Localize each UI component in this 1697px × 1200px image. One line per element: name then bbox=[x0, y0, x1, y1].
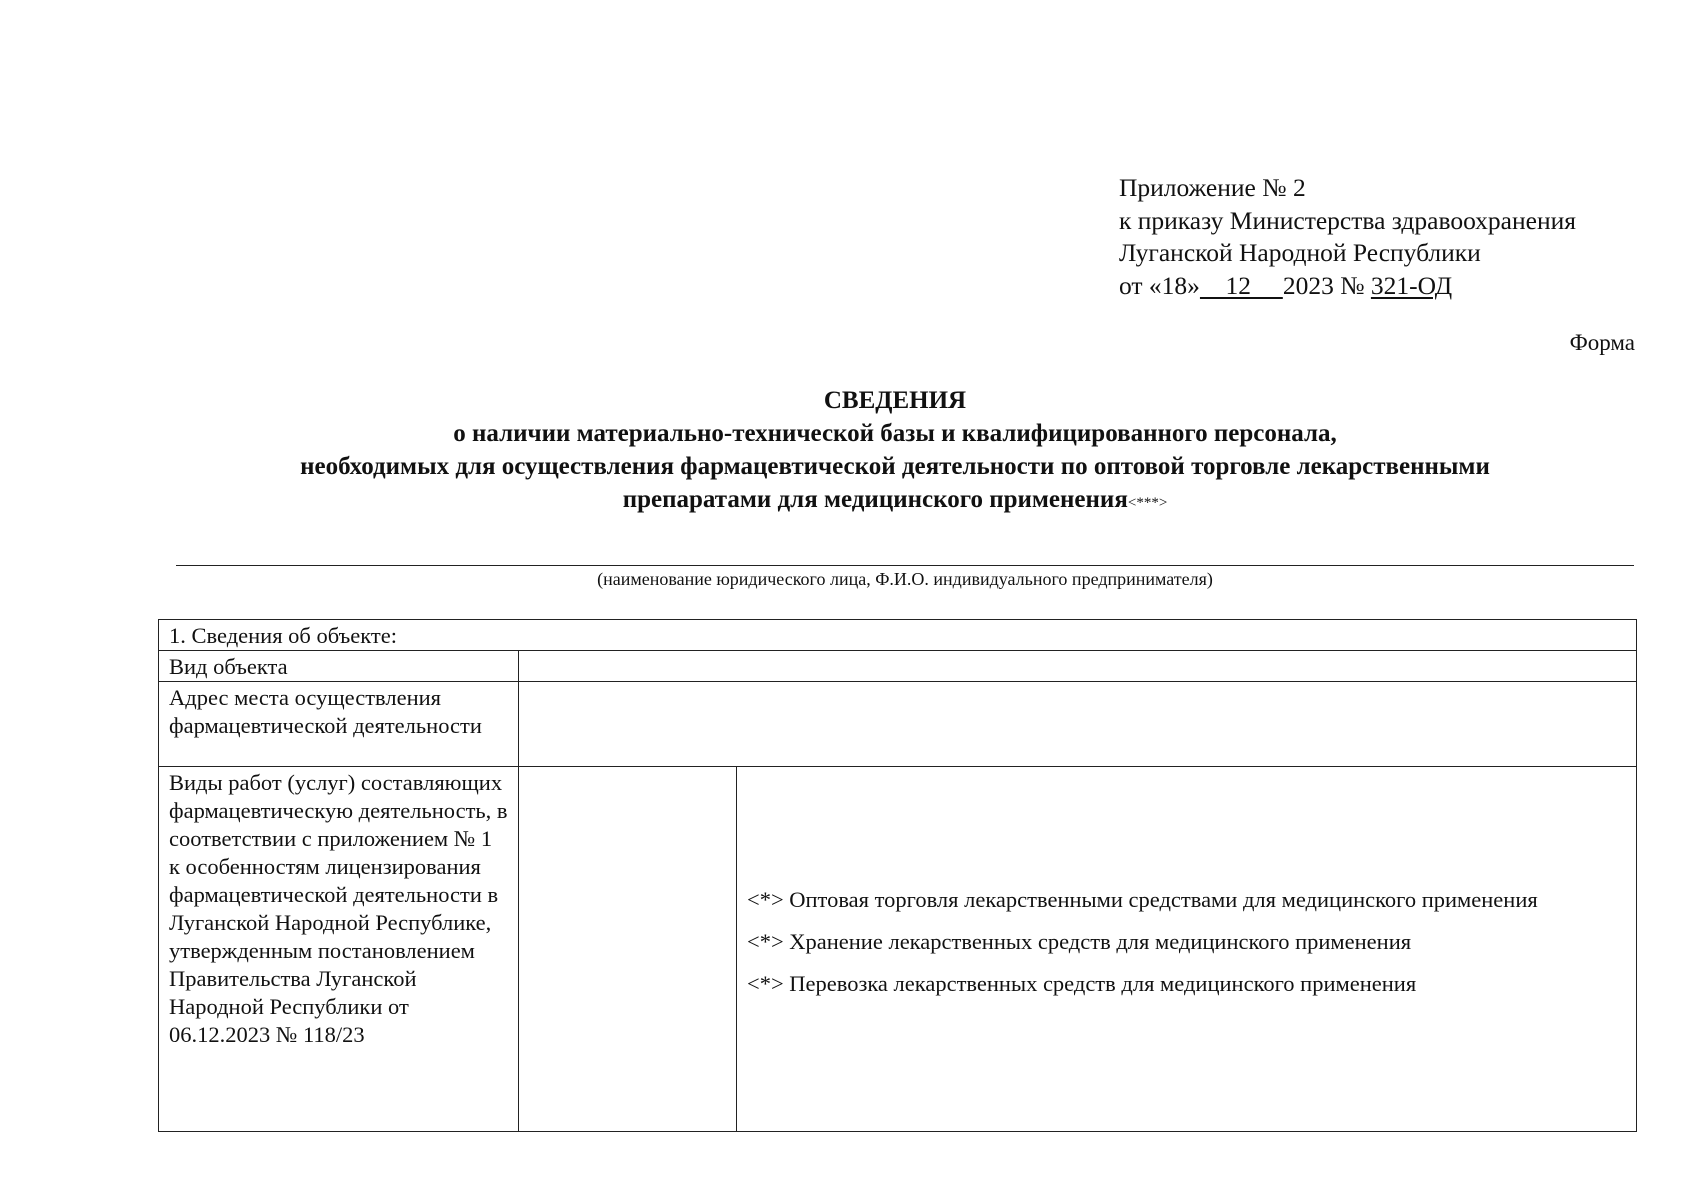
date-year-number: 2023 № bbox=[1282, 270, 1371, 300]
document-title bbox=[150, 384, 1640, 520]
title-footnote: <***> bbox=[1127, 495, 1168, 511]
works-options-list bbox=[747, 886, 1626, 998]
appendix-line-3: Луганской Народной Республики bbox=[1119, 238, 1481, 267]
order-number: 321-ОД bbox=[1370, 270, 1453, 300]
table-row bbox=[159, 767, 1637, 1132]
option-transport[interactable]: <*> Перевозка лекарственных средств для медицинского применения bbox=[747, 971, 1417, 996]
works-label: Виды работ (услуг) составляющих фармацевтическую деятельность, в соответствии с приложением № 1 к особенностям лицензирования фармацевтической деятельности в Луганской Народной Республике, утвержденным постановлением Правительства Луганской Народной Республики от 06.12.2023 № 118/23 bbox=[159, 767, 519, 1132]
title-line-4 bbox=[150, 483, 1640, 520]
table-row bbox=[159, 651, 1637, 682]
entity-name-line[interactable] bbox=[176, 565, 1634, 566]
appendix-line-2: к приказу Министерства здравоохранения bbox=[1119, 205, 1576, 235]
option-wholesale[interactable]: <*> Оптовая торговля лекарственными средствами для медицинского применения bbox=[747, 887, 1538, 912]
object-info-table bbox=[158, 619, 1637, 1132]
works-options-cell bbox=[737, 767, 1637, 1132]
title-line-1: СВЕДЕНИЯ bbox=[823, 387, 967, 414]
option-storage[interactable]: <*> Хранение лекарственных средств для медицинского применения bbox=[747, 929, 1412, 954]
works-mark-cell[interactable] bbox=[519, 767, 737, 1132]
object-type-label: Вид объекта bbox=[159, 651, 519, 682]
title-line-2: о наличии материально-технической базы и квалифицированного персонала, bbox=[453, 420, 1337, 447]
date-prefix: от «18» bbox=[1119, 270, 1200, 300]
address-label: Адрес места осуществления фармацевтической деятельности bbox=[159, 682, 519, 767]
appendix-line-1: Приложение № 2 bbox=[1119, 173, 1306, 202]
entity-name-caption: (наименование юридического лица, Ф.И.О. индивидуального предпринимателя) bbox=[597, 569, 1213, 589]
appendix-date-line bbox=[1119, 270, 1576, 303]
object-type-value[interactable] bbox=[519, 651, 1637, 682]
title-line-3: необходимых для осуществления фармацевтической деятельности по оптовой торговле лекарственными bbox=[300, 453, 1490, 480]
date-month: 12 bbox=[1199, 270, 1283, 300]
address-value[interactable] bbox=[519, 682, 1637, 767]
appendix-header bbox=[1119, 172, 1576, 302]
table-row bbox=[159, 620, 1637, 651]
section-title-cell: 1. Сведения об объекте: bbox=[159, 620, 1637, 651]
table-row bbox=[159, 682, 1637, 767]
title-line-4-text: препаратами для медицинского применения bbox=[622, 486, 1128, 513]
form-label: Форма bbox=[1569, 330, 1635, 355]
